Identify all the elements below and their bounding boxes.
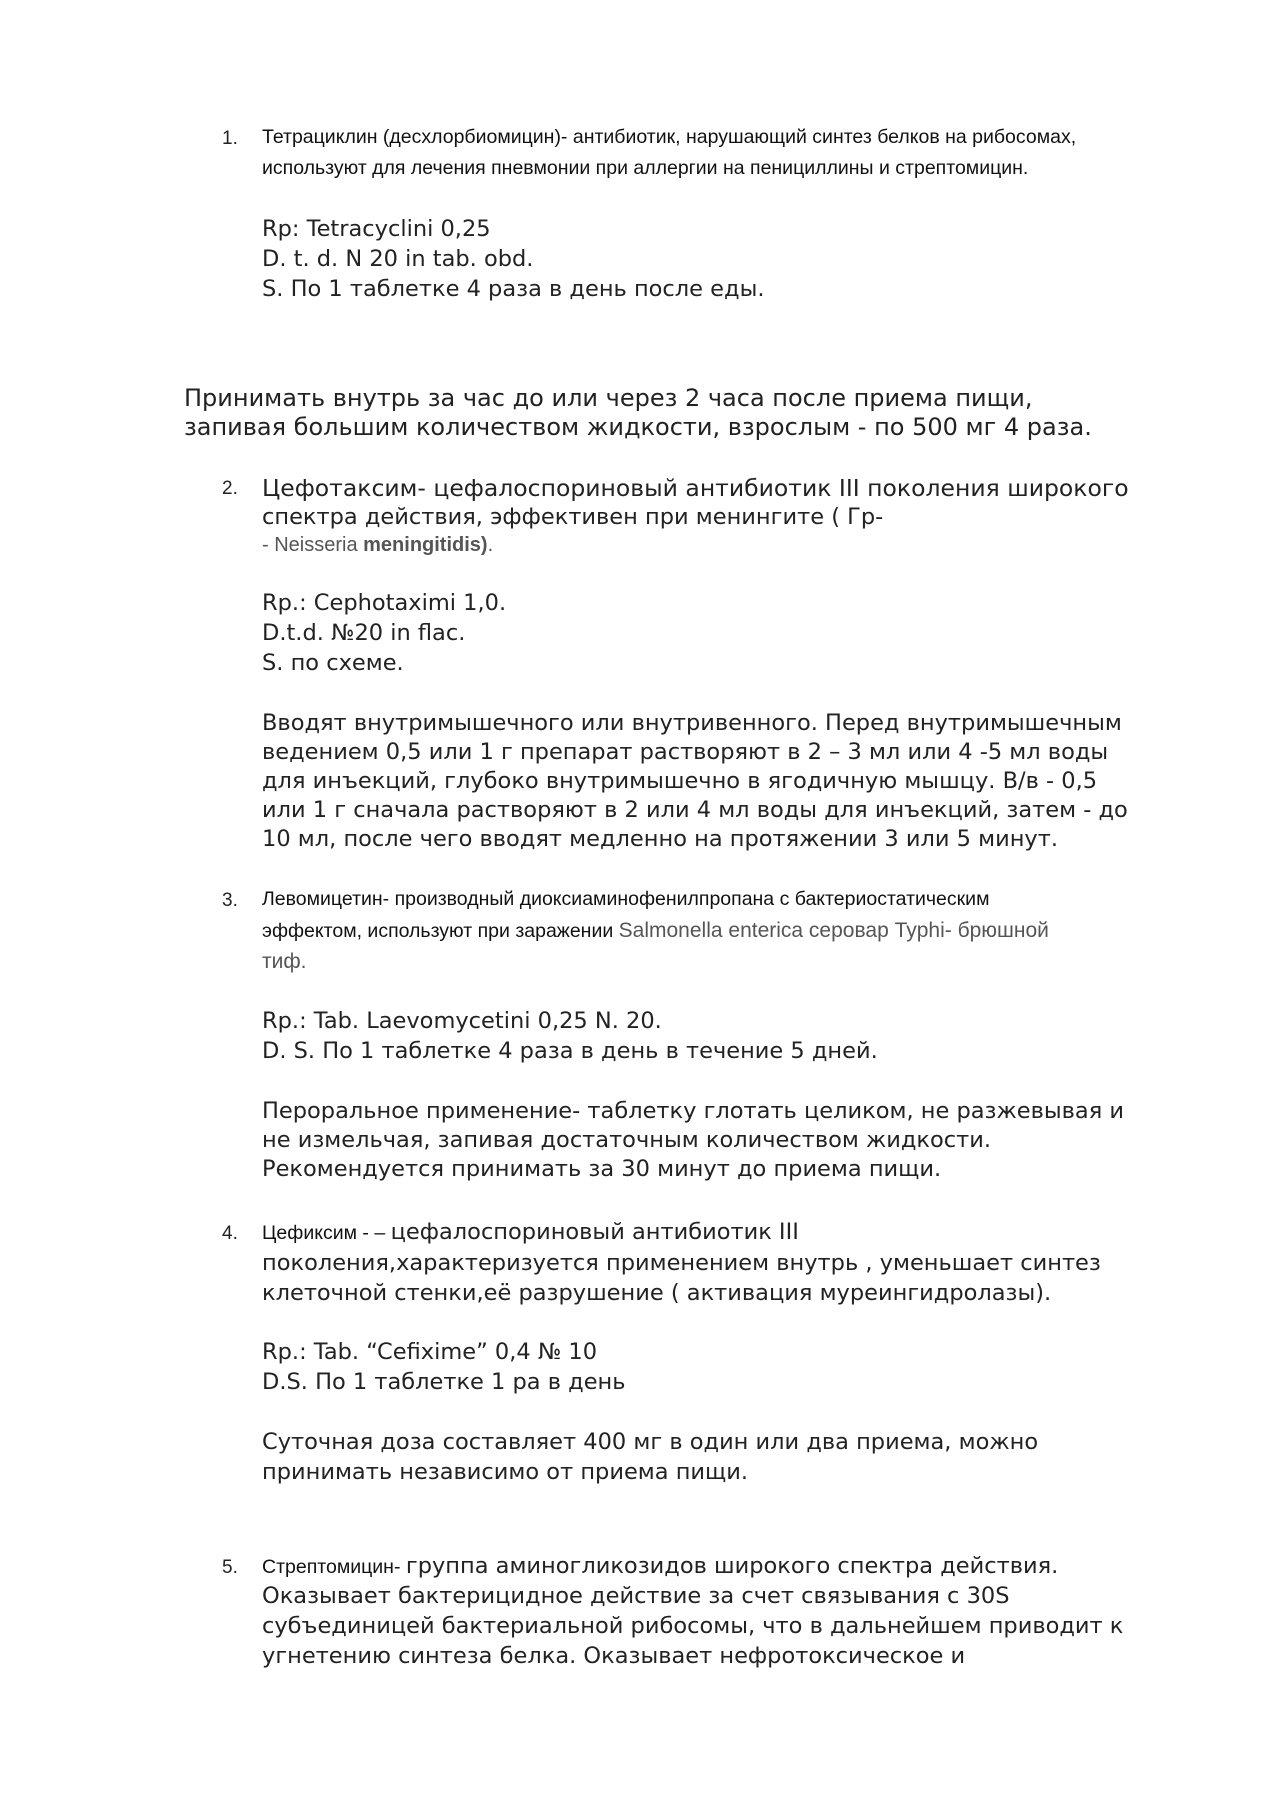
item-heading-line xyxy=(262,1553,1058,1579)
prescription-line: Rp.: Cephotaximi 1,0. xyxy=(262,590,507,616)
item-heading-line: угнетению синтеза белка. Оказывает нефротоксическое и xyxy=(262,1643,966,1669)
item-number: 4. xyxy=(222,1223,238,1244)
item-heading-line: Оказывает бактерицидное действие за счет связывания с 30S xyxy=(262,1583,1010,1609)
item-heading-line xyxy=(262,534,493,557)
item-heading-line: используют для лечения пневмонии при аллергии на пенициллины и стрептомицин. xyxy=(262,157,1029,179)
usage-note-line: ведением 0,5 или 1 г препарат растворяют в 2 – 3 мл или 4 -5 мл воды xyxy=(262,739,1109,765)
usage-note-line: принимать независимо от приема пищи. xyxy=(262,1459,749,1485)
item-number: 5. xyxy=(222,1557,238,1578)
pathogen-name: Salmonella enterica серовар Typhi- брюшной xyxy=(618,919,1049,942)
pathogen-prefix: - Neisseria xyxy=(262,534,364,556)
prescription-line: D. t. d. N 20 in tab. obd. xyxy=(262,246,534,272)
usage-note-line: 10 мл, после чего вводят медленно на протяжении 3 или 5 минут. xyxy=(262,826,1058,852)
prescription-line: Rp.: Tab. Laevomycetini 0,25 N. 20. xyxy=(262,1008,662,1034)
usage-note-line: или 1 г сначала растворяют в 2 или 4 мл воды для инъекций, затем - до xyxy=(262,797,1128,823)
item-heading-line: Тетрациклин (десхлорбиомицин)- антибиотик, нарушающий синтез белков на рибосомах, xyxy=(262,126,1077,148)
heading-text: эффектом, используют при заражении xyxy=(262,920,619,942)
prescription-line: Rp.: Tab. “Cefixime” 0,4 № 10 xyxy=(262,1339,598,1365)
item-number: 1. xyxy=(222,128,238,149)
item-heading-line xyxy=(262,1219,799,1245)
item-heading-line: поколения,характеризуется применением внутрь , уменьшает синтез xyxy=(262,1250,1101,1276)
usage-note-line: Вводят внутримышечного или внутривенного. Перед внутримышечным xyxy=(262,710,1122,736)
prescription-line: D.t.d. №20 in flac. xyxy=(262,620,466,646)
heading-text: цефалоспориновый антибиотик III xyxy=(390,1219,799,1245)
usage-note-line: Рекомендуется принимать за 30 минут до приема пищи. xyxy=(262,1156,942,1182)
usage-note-line: не измельчая, запивая достаточным количеством жидкости. xyxy=(262,1127,992,1153)
usage-note-line: Принимать внутрь за час до или через 2 часа после приема пищи, xyxy=(184,384,1033,412)
prescription-line: Rp: Tetracyclini 0,25 xyxy=(262,216,491,242)
item-heading-line: Левомицетин- производный диоксиаминофенилпропана с бактериостатическим xyxy=(262,888,990,910)
usage-note-line: для инъекций, глубоко внутримышечно в ягодичную мышцу. В/в - 0,5 xyxy=(262,768,1098,794)
heading-text: группа аминогликозидов широкого спектра действия. xyxy=(405,1553,1059,1579)
item-number: 2. xyxy=(222,478,238,499)
drug-name: Стрептомицин- xyxy=(262,1556,406,1578)
usage-note-line: Суточная доза составляет 400 мг в один или два приема, можно xyxy=(262,1429,1039,1455)
prescription-line: S. по схеме. xyxy=(262,650,404,676)
pathogen-name: meningitidis) xyxy=(363,534,488,556)
prescription-line: D. S. По 1 таблетке 4 раза в день в течение 5 дней. xyxy=(262,1038,878,1064)
item-heading-line: субъединицей бактериальной рибосомы, что в дальнейшем приводит к xyxy=(262,1613,1124,1639)
item-heading-line xyxy=(262,919,1049,943)
drug-name: Цефиксим - – xyxy=(262,1222,391,1244)
item-heading-line: спектра действия, эффективен при менингите ( Гр- xyxy=(262,504,884,530)
item-number: 3. xyxy=(222,890,238,911)
prescription-line: D.S. По 1 таблетке 1 ра в день xyxy=(262,1369,626,1395)
item-heading-line xyxy=(262,474,1129,502)
pathogen-suffix: . xyxy=(487,534,494,556)
prescription-line: S. По 1 таблетке 4 раза в день после еды. xyxy=(262,276,765,302)
usage-note-line: запивая большим количеством жидкости, взрослым - по 500 мг 4 раза. xyxy=(184,413,1092,441)
item-heading-line: тиф. xyxy=(262,950,307,973)
usage-note-line: Пероральное применение- таблетку глотать целиком, не разжевывая и xyxy=(262,1098,1124,1124)
drug-name: Цефотаксим- цефалоспориновый антибиотик III поколения широкого xyxy=(262,474,1129,502)
item-heading-line: клеточной стенки,её разрушение ( активация муреингидролазы). xyxy=(262,1280,1052,1306)
